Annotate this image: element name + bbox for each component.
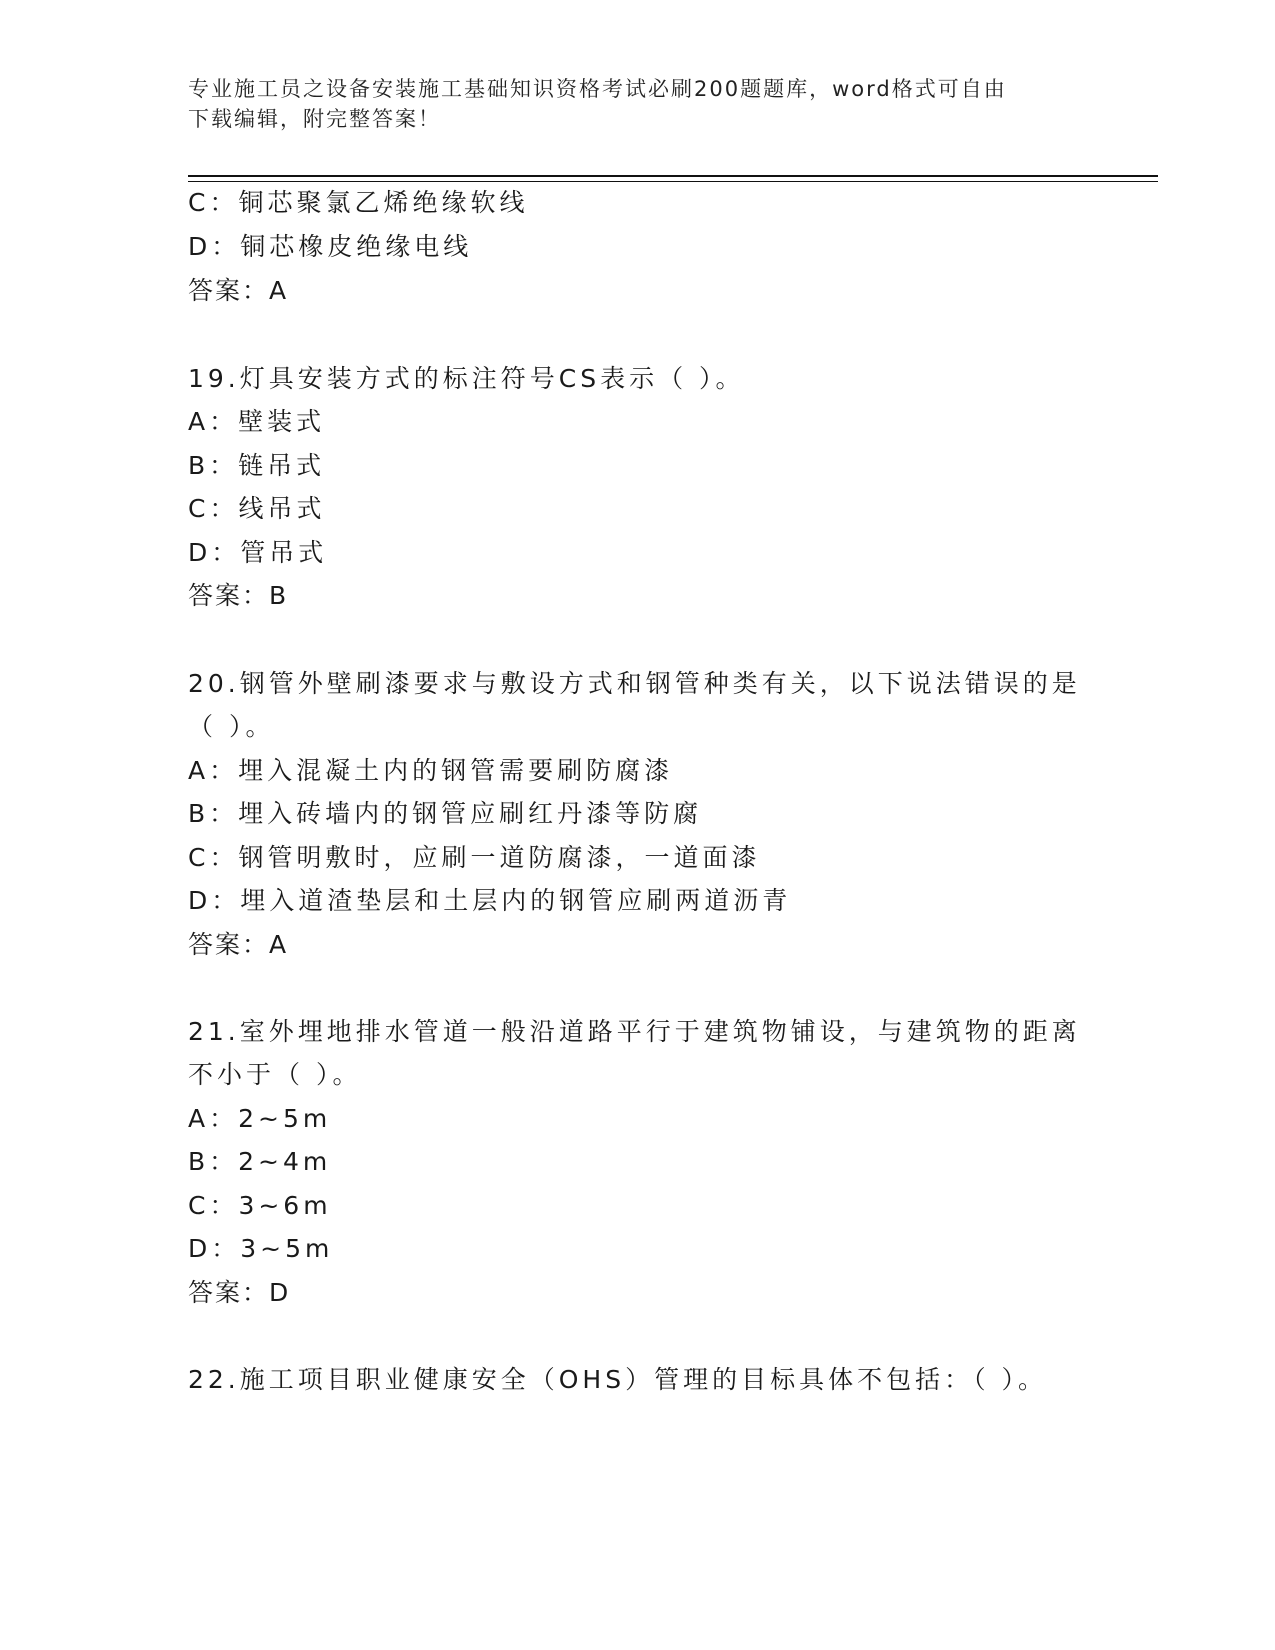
prev-option-c: C：铜芯聚氯乙烯绝缘软线 — [188, 188, 529, 217]
prev-answer: 答案：A — [188, 276, 289, 305]
question-20-option-c: C：钢管明敷时，应刷一道防腐漆，一道面漆 — [188, 843, 761, 872]
question-20-option-d: D：埋入道渣垫层和土层内的钢管应刷两道沥青 — [188, 886, 792, 915]
question-21-stem-line-1: 21.室外埋地排水管道一般沿道路平行于建筑物铺设，与建筑物的距离 — [188, 1017, 1081, 1046]
page-header — [188, 74, 1068, 134]
question-20-stem-line-1: 20.钢管外壁刷漆要求与敷设方式和钢管种类有关，以下说法错误的是 — [188, 669, 1081, 698]
question-21-option-a: A：2~5m — [188, 1104, 332, 1133]
question-20-option-a: A：埋入混凝土内的钢管需要刷防腐漆 — [188, 756, 674, 785]
question-20-option-b: B：埋入砖墙内的钢管应刷红丹漆等防腐 — [188, 799, 703, 828]
question-19-option-c: C：线吊式 — [188, 494, 326, 523]
header-line-2: 下载编辑，附完整答案！ — [188, 107, 441, 131]
question-21-stem-line-2: 不小于（ ）。 — [188, 1060, 362, 1089]
question-19-option-d: D：管吊式 — [188, 538, 328, 567]
prev-option-d: D：铜芯橡皮绝缘电线 — [188, 232, 473, 261]
question-19-option-a: A：壁装式 — [188, 407, 326, 436]
question-20-stem-line-2: （ ）。 — [188, 712, 275, 741]
question-19-stem: 19.灯具安装方式的标注符号CS表示（ ）。 — [188, 364, 745, 393]
question-21-option-c: C：3~6m — [188, 1191, 332, 1220]
question-21-answer: 答案：D — [188, 1278, 291, 1307]
header-divider-thin — [188, 181, 1158, 182]
header-line-1: 专业施工员之设备安装施工基础知识资格考试必刷200题题库，word格式可自由 — [188, 77, 1007, 101]
question-21-option-d: D：3~5m — [188, 1234, 334, 1263]
question-21-option-b: B：2~4m — [188, 1147, 332, 1176]
question-22-stem: 22.施工项目职业健康安全（OHS）管理的目标具体不包括：（ ）。 — [188, 1365, 1048, 1394]
question-20-answer: 答案：A — [188, 930, 289, 959]
question-19-answer: 答案：B — [188, 581, 289, 610]
question-19-option-b: B：链吊式 — [188, 451, 326, 480]
header-divider-thick — [188, 175, 1158, 177]
